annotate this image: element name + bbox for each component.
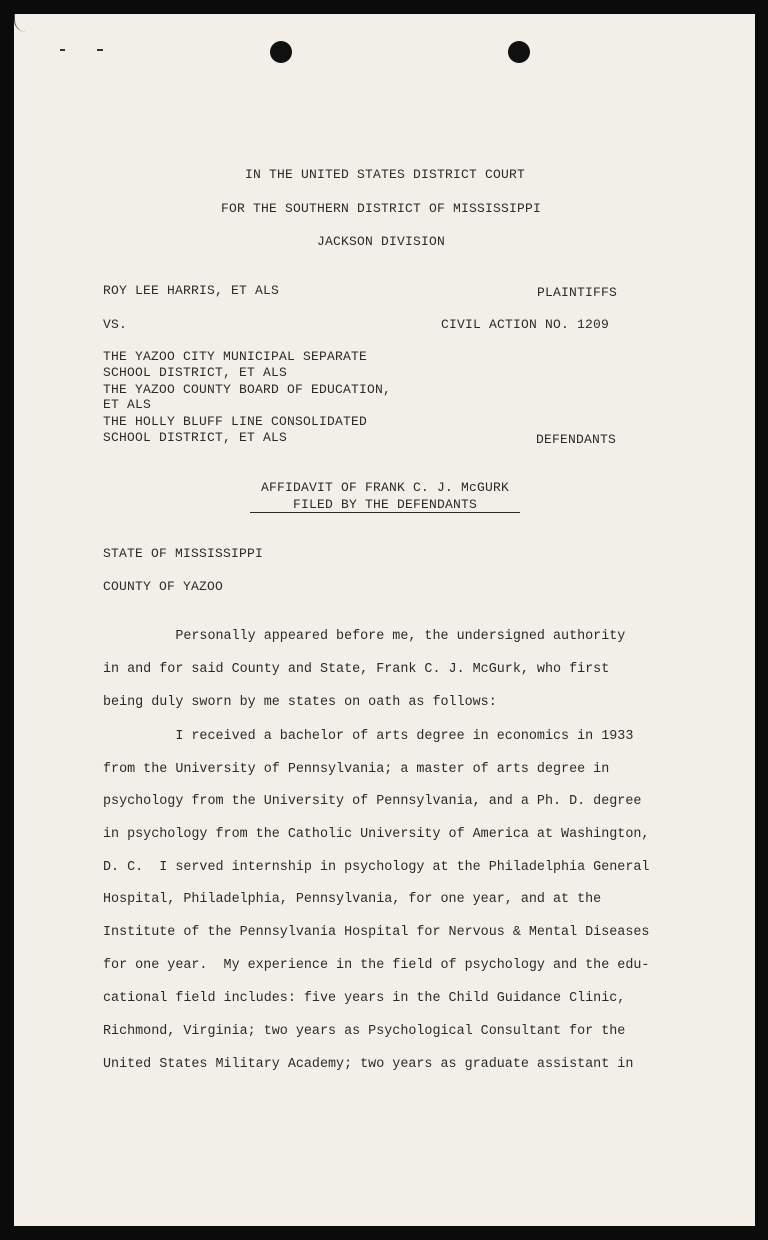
court-heading-line-1: IN THE UNITED STATES DISTRICT COURT	[244, 167, 526, 182]
body-text-line: United States Military Academy; two years as graduate assistant in	[103, 1057, 634, 1072]
plaintiff-name: ROY LEE HARRIS, ET ALS	[103, 283, 280, 298]
defendant-role: DEFENDANTS	[536, 432, 617, 447]
plaintiff-role: PLAINTIFFS	[537, 285, 618, 300]
body-text-line: in psychology from the Catholic University of America at Washington,	[103, 827, 650, 842]
stray-mark	[97, 49, 103, 51]
body-text-line: psychology from the University of Pennsylvania, and a Ph. D. degree	[103, 794, 642, 809]
body-text-line: Institute of the Pennsylvania Hospital for Nervous & Mental Diseases	[103, 925, 650, 940]
title-underline	[250, 512, 520, 513]
punch-hole-left	[270, 41, 292, 63]
body-text-line: D. C. I served internship in psychology at the Philadelphia General	[103, 860, 650, 875]
defendant-line: THE YAZOO COUNTY BOARD OF EDUCATION,	[103, 382, 392, 397]
body-text-line: from the University of Pennsylvania; a master of arts degree in	[103, 762, 610, 777]
body-text-line: for one year. My experience in the field of psychology and the edu-	[103, 958, 650, 973]
body-text-line: Personally appeared before me, the undersigned authority	[103, 629, 626, 644]
venue-state: STATE OF MISSISSIPPI	[103, 546, 264, 561]
body-text-line: in and for said County and State, Frank C. J. McGurk, who first	[103, 662, 610, 677]
body-text-line: I received a bachelor of arts degree in economics in 1933	[103, 729, 634, 744]
body-text-line: Hospital, Philadelphia, Pennsylvania, for one year, and at the	[103, 892, 602, 907]
stray-mark	[60, 49, 65, 51]
defendant-line: SCHOOL DISTRICT, ET ALS	[103, 430, 288, 445]
affidavit-title-line-1: AFFIDAVIT OF FRANK C. J. McGURK	[260, 480, 510, 495]
defendant-line: ET ALS	[103, 397, 152, 412]
body-text-line: Richmond, Virginia; two years as Psychological Consultant for the	[103, 1024, 626, 1039]
defendant-line: THE YAZOO CITY MUNICIPAL SEPARATE	[103, 349, 368, 364]
document-page	[14, 14, 755, 1226]
defendant-line: SCHOOL DISTRICT, ET ALS	[103, 365, 288, 380]
body-text-line: being duly sworn by me states on oath as follows:	[103, 695, 497, 710]
case-number: CIVIL ACTION NO. 1209	[441, 317, 610, 332]
court-heading-line-3: JACKSON DIVISION	[316, 234, 446, 249]
venue-county: COUNTY OF YAZOO	[103, 579, 224, 594]
affidavit-title-line-2: FILED BY THE DEFENDANTS	[292, 497, 478, 512]
body-text-line: cational field includes: five years in the Child Guidance Clinic,	[103, 991, 626, 1006]
court-heading-line-2: FOR THE SOUTHERN DISTRICT OF MISSISSIPPI	[220, 201, 542, 216]
versus-label: VS.	[103, 317, 128, 332]
punch-hole-right	[508, 41, 530, 63]
defendant-line: THE HOLLY BLUFF LINE CONSOLIDATED	[103, 414, 368, 429]
